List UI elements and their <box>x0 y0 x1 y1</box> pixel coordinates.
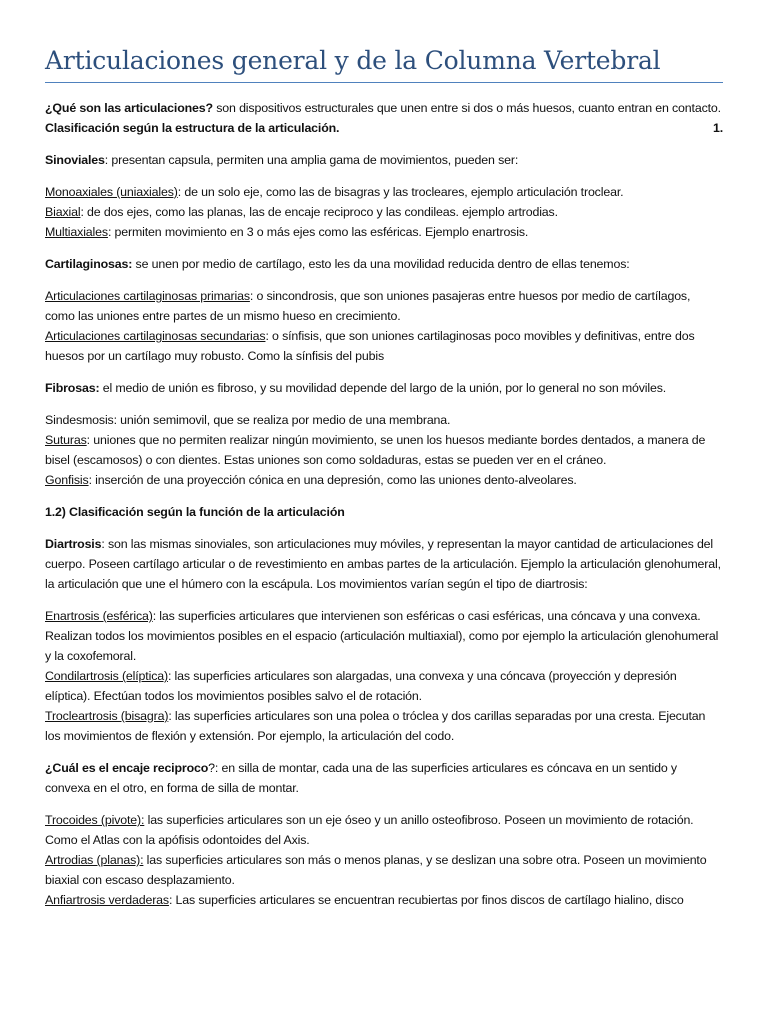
list-item <box>45 222 723 242</box>
cartilaginosas-paragraph <box>45 254 723 274</box>
document-body <box>45 98 723 910</box>
list-item <box>45 470 723 490</box>
item-text: : las superficies articulares son alargadas, una convexa y una cóncava (proyección y depresión elíptica). Efectúan todos los movimientos posibles salvo el de rotación. <box>45 669 677 703</box>
fibrosas-text: el medio de unión es fibroso, y su movilidad depende del largo de la unión, por lo general no son móviles. <box>99 381 667 395</box>
item-term: Multiaxiales <box>45 225 108 239</box>
intro-text: son dispositivos estructurales que unen entre si dos o más huesos, cuanto entran en contacto. <box>212 101 721 115</box>
item-term: Monoaxiales (uniaxiales) <box>45 185 178 199</box>
sinoviales-label: Sinoviales <box>45 153 105 167</box>
encaje-question: ¿Cuál es el encaje reciproco <box>45 761 209 775</box>
cartilaginosas-label: Cartilaginosas: <box>45 257 133 271</box>
item-term: Enartrosis (esférica) <box>45 609 153 623</box>
final-list <box>45 810 723 910</box>
intro-question: ¿Qué son las articulaciones? <box>45 101 213 115</box>
item-text: : permiten movimiento en 3 o más ejes como las esféricas. Ejemplo enartrosis. <box>107 225 529 239</box>
item-term: Articulaciones cartilaginosas primarias <box>45 289 250 303</box>
cartilaginosas-text: se unen por medio de cartílago, esto les da una movilidad reducida dentro de ellas tenemos: <box>132 257 630 271</box>
item-term: Artrodias (planas): <box>45 853 144 867</box>
diartrosis-label: Diartrosis <box>45 537 102 551</box>
diartrosis-list <box>45 606 723 746</box>
list-item <box>45 326 723 366</box>
list-item <box>45 202 723 222</box>
item-text: : las superficies articulares que intervienen son esféricas o casi esféricas, una cóncava y una convexa. Realizan todos los movimientos posibles en el espacio (articulación multiaxial), como por ejemplo la articulación glenohumeral y la coxofemoral. <box>45 609 719 663</box>
section-heading-estructura: Clasificación según la estructura de la articulación. <box>45 121 340 135</box>
section-number: 1. <box>712 121 723 135</box>
encaje-paragraph <box>45 758 723 798</box>
item-text: las superficies articulares son más o menos planas, y se deslizan una sobre otra. Poseen un movimiento biaxial con escaso desplazamiento. <box>45 853 707 887</box>
cartilaginosas-list <box>45 286 723 366</box>
list-item <box>45 850 723 890</box>
item-text: : o sínfisis, que son uniones cartilaginosas poco movibles y definitivas, entre dos huesos por un cartílago muy robusto. Como la sínfisis del pubis <box>45 329 695 363</box>
item-text: : inserción de una proyección cónica en una depresión, como las uniones dento-alveolares. <box>88 473 577 487</box>
list-item <box>45 606 723 666</box>
fibrosas-label: Fibrosas: <box>45 381 100 395</box>
item-term: Trocleartrosis (bisagra) <box>45 709 169 723</box>
sinoviales-list <box>45 182 723 242</box>
item-term: Gonfisis <box>45 473 89 487</box>
item-text: las superficies articulares son un eje óseo y un anillo osteofibroso. Poseen un movimiento de rotación. Como el Atlas con la apófisis odontoides del Axis. <box>45 813 694 847</box>
fibrosas-list <box>45 410 723 490</box>
item-text: : uniones que no permiten realizar ningún movimiento, se unen los huesos mediante bordes dentados, a manera de bisel (escamosos) o con dientes. Estas uniones son como soldaduras, estas se pueden ver en el cráneo. <box>45 433 706 467</box>
item-term: Articulaciones cartilaginosas secundarias <box>45 329 266 343</box>
item-text: : Las superficies articulares se encuentran recubiertas por finos discos de cartílago hialino, disco <box>168 893 684 907</box>
sinoviales-text: : presentan capsula, permiten una amplia gama de movimientos, pueden ser: <box>104 153 519 167</box>
sinoviales-paragraph <box>45 150 723 170</box>
title-underline <box>45 82 723 83</box>
item-term: Anfiartrosis verdaderas <box>45 893 169 907</box>
item-text: : las superficies articulares son una polea o tróclea y dos carillas separadas por una cresta. Ejecutan los movimientos de flexión y extensión. Por ejemplo, la articulación del codo. <box>45 709 706 743</box>
item-term: Suturas <box>45 433 87 447</box>
item-text: : de un solo eje, como las de bisagras y las trocleares, ejemplo articulación troclear. <box>177 185 624 199</box>
list-item <box>45 182 723 202</box>
list-item <box>45 890 723 910</box>
sindesmosis-item: Sindesmosis: unión semimovil, que se realiza por medio de una membrana. <box>45 413 451 427</box>
list-item <box>45 430 723 470</box>
fibrosas-paragraph <box>45 378 723 398</box>
item-term: Trocoides (pivote): <box>45 813 145 827</box>
list-item <box>45 706 723 746</box>
diartrosis-text: : son las mismas sinoviales, son articulaciones muy móviles, y representan la mayor cantidad de articulaciones del cuerpo. Poseen cartílago articular o de revestimiento en ambas partes de la articulación. Ejemplo la articulación glenohumeral, la articulación que une el húmero con la escápula. Los movimientos varían según el tipo de diartrosis: <box>45 537 721 591</box>
item-text: : o sincondrosis, que son uniones pasajeras entre huesos por medio de cartílagos, como las uniones entre partes de un mismo hueso en crecimiento. <box>45 289 691 323</box>
diartrosis-paragraph <box>45 534 723 594</box>
list-item <box>45 810 723 850</box>
list-item <box>45 286 723 326</box>
encaje-text: ?: en silla de montar, cada una de las superficies articulares es cóncava en un sentido y convexa en el otro, en forma de silla de montar. <box>45 761 677 795</box>
item-text: : de dos ejes, como las planas, las de encaje reciproco y las condileas. ejemplo artrodias. <box>80 205 558 219</box>
list-item <box>45 666 723 706</box>
section-heading-funcion: 1.2) Clasificación según la función de la articulación <box>45 505 345 519</box>
item-term: Biaxial <box>45 205 81 219</box>
item-term: Condilartrosis (elíptica) <box>45 669 168 683</box>
document-title: Articulaciones general y de la Columna Vertebral <box>45 46 661 75</box>
